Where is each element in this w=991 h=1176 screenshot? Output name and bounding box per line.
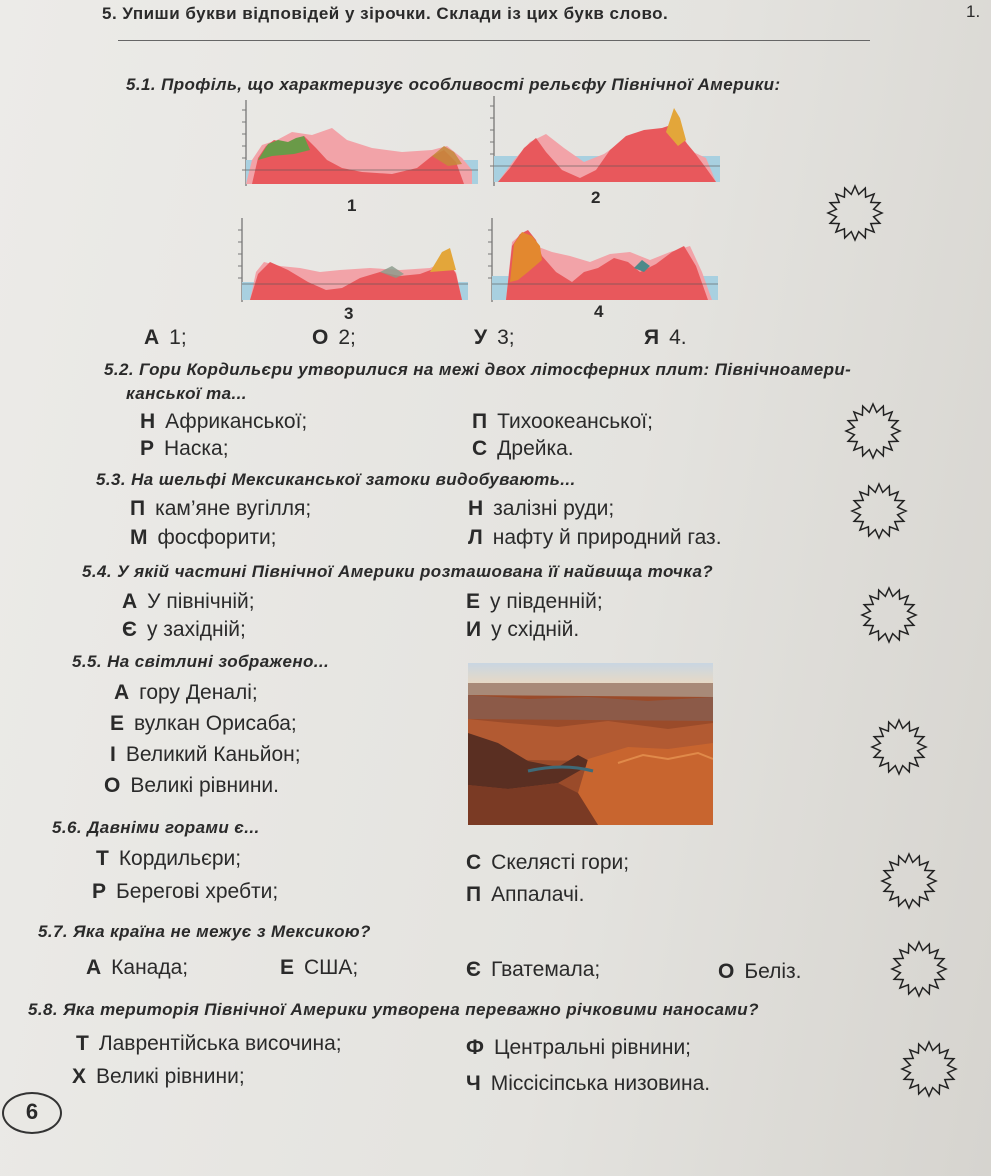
option-5-1-a: А 1; [144, 326, 187, 349]
option-5-8-b: Ф Центральні рівнини; [466, 1036, 692, 1059]
question-5-4: 5.4. У якій частині Північної Америки розташована її найвища точка? [82, 562, 714, 581]
option-5-7-d: О Беліз. [718, 960, 802, 983]
option-5-4-a: А У північній; [122, 590, 255, 613]
option-5-3-c: М фосфорити; [130, 526, 277, 549]
option-5-2-a: Н Африканської; [140, 410, 308, 433]
question-5-6: 5.6. Давніми горами є... [52, 818, 260, 837]
option-5-4-b: Е у південній; [466, 590, 603, 613]
option-5-2-b: П Тихоокеанської; [472, 410, 653, 433]
option-5-5-c: І Великий Каньйон; [110, 743, 301, 766]
option-5-6-d: П Аппалачі. [466, 883, 585, 906]
profile-graph-4 [480, 212, 720, 304]
page-number: 6 [2, 1092, 62, 1134]
option-5-1-b: О 2; [312, 326, 356, 349]
option-5-7-c: Є Гватемала; [466, 958, 601, 981]
question-5-5: 5.5. На світлині зображено... [72, 652, 330, 671]
option-5-3-b: Н залізні руди; [468, 497, 615, 520]
star-answer-box-icon[interactable] [826, 184, 884, 242]
profile-graph-1 [232, 90, 480, 190]
option-5-3-d: Л нафту й природний газ. [468, 526, 722, 549]
option-5-6-c: Р Берегові хребти; [92, 880, 279, 903]
question-5-2-line-2: канської та... [126, 384, 247, 403]
option-5-3-a: П кам’яне вугілля; [130, 497, 312, 520]
option-5-5-a: А гору Деналі; [114, 681, 258, 704]
profile-graph-2 [484, 90, 722, 188]
option-5-4-d: И у східній. [466, 618, 580, 641]
question-5-2-line-1: 5.2. Гори Кордильєри утворилися на межі двох літосферних плит: Північноамери- [104, 360, 852, 379]
option-5-6-a: Т Кордильєри; [96, 847, 242, 870]
option-5-8-a: Т Лаврентійська височина; [76, 1032, 342, 1055]
question-5-7: 5.7. Яка країна не межує з Мексикою? [38, 922, 371, 941]
option-5-1-d: Я 4. [644, 326, 687, 349]
option-5-7-b: Е США; [280, 956, 359, 979]
option-5-4-c: Є у західній; [122, 618, 246, 641]
graph-label-2: 2 [591, 188, 601, 207]
question-5-8: 5.8. Яка територія Північної Америки утворена переважно річковими наносами? [28, 1000, 759, 1019]
star-answer-box-icon[interactable] [860, 586, 918, 644]
star-answer-box-icon[interactable] [890, 940, 948, 998]
question-5-3: 5.3. На шельфі Мексиканської затоки видобувають... [96, 470, 576, 489]
option-5-7-a: А Канада; [86, 956, 189, 979]
option-5-6-b: С Скелясті гори; [466, 851, 630, 874]
option-5-5-d: О Великі рівнини. [104, 774, 279, 797]
graph-label-1: 1 [347, 196, 357, 215]
corner-number: 1. [966, 2, 981, 21]
star-answer-box-icon[interactable] [880, 852, 938, 910]
option-5-1-c: У 3; [474, 326, 515, 349]
graph-label-3: 3 [344, 304, 354, 323]
star-answer-box-icon[interactable] [870, 718, 928, 776]
task-title: 5. Упиши букви відповідей у зірочки. Склади із цих букв слово. [102, 4, 669, 23]
option-5-2-d: С Дрейка. [472, 437, 574, 460]
graph-label-4: 4 [594, 302, 604, 321]
option-5-5-b: Е вулкан Орисаба; [110, 712, 297, 735]
profile-graph-3 [230, 212, 470, 304]
canyon-photo [468, 663, 713, 825]
option-5-8-c: Х Великі рівнини; [72, 1065, 245, 1088]
option-5-8-d: Ч Міссісіпська низовина. [466, 1072, 711, 1095]
star-answer-box-icon[interactable] [844, 402, 902, 460]
star-answer-box-icon[interactable] [900, 1040, 958, 1098]
option-5-2-c: Р Наска; [140, 437, 229, 460]
star-answer-box-icon[interactable] [850, 482, 908, 540]
divider [118, 40, 870, 41]
question-5-1: 5.1. Профіль, що характеризує особливості рельєфу Північної Америки: [126, 75, 781, 94]
